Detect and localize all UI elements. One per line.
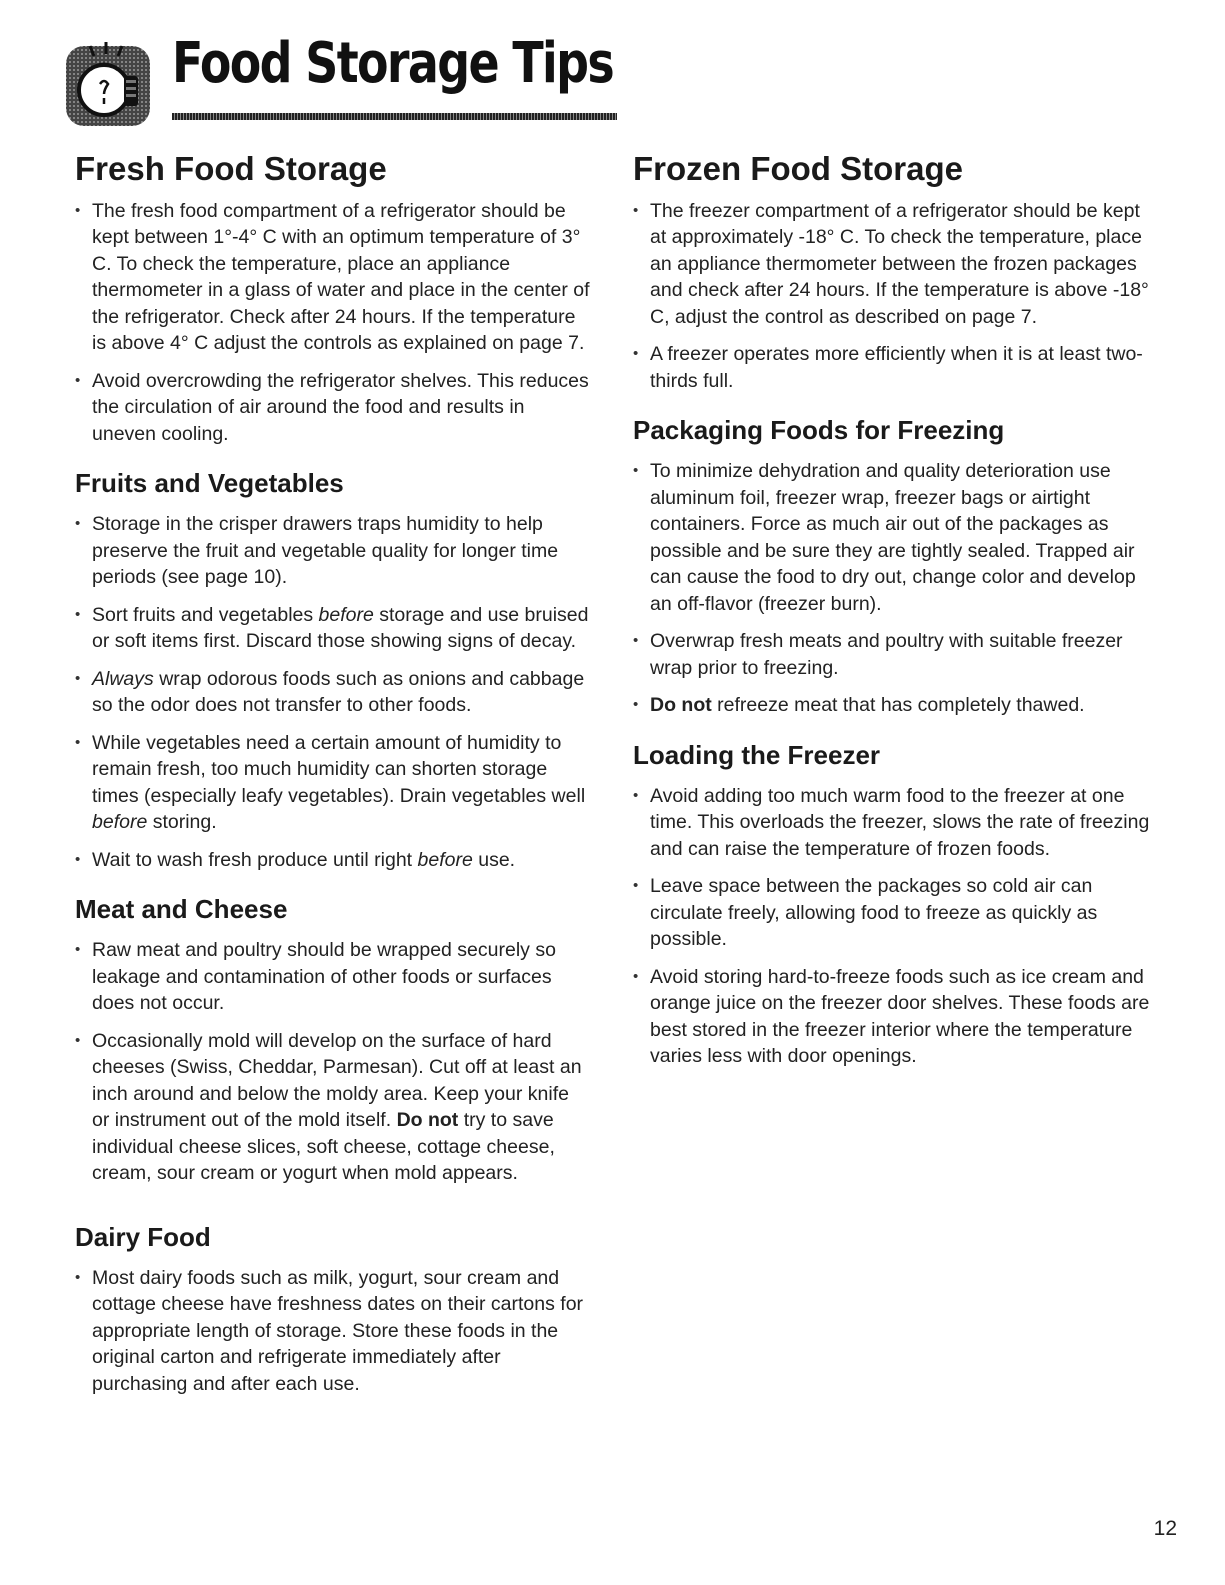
list-item: • Sort fruits and vegetables before storage and use bruised or soft items first. Discard those showing signs of decay. (75, 602, 590, 655)
list-item: • Wait to wash fresh produce until right before use. (75, 847, 590, 874)
list-item: • A freezer operates more efficiently when it is at least two-thirds full. (633, 341, 1153, 394)
meat-cheese-list (75, 937, 590, 1187)
page-number: 12 (1153, 1517, 1177, 1540)
fresh-food-heading: Fresh Food Storage (75, 150, 387, 187)
list-item: • Do not refreeze meat that has completely thawed. (633, 692, 1153, 719)
list-item: • Avoid overcrowding the refrigerator shelves. This reduces the circulation of air around the food and results in uneven cooling. (75, 368, 590, 448)
frozen-food-heading: Frozen Food Storage (633, 150, 963, 187)
frozen-food-list (633, 198, 1153, 395)
right-column (633, 150, 1153, 1092)
packaging-list (633, 458, 1153, 719)
dairy-food-list (75, 1265, 590, 1398)
list-item: • While vegetables need a certain amount of humidity to remain fresh, too much humidity can shorten storage times (especially leafy vegetables). Drain vegetables well before storing. (75, 730, 590, 836)
list-item: • Leave space between the packages so cold air can circulate freely, allowing food to freeze as quickly as possible. (633, 873, 1153, 953)
fruits-vegetables-list (75, 511, 590, 873)
list-item: • Occasionally mold will develop on the surface of hard cheeses (Swiss, Cheddar, Parmesan). Cut off at least an inch around and below the moldy area. Keep your knife or instrument out of the mold itself. Do not try to save individual cheese slices, soft cheese, cottage cheese, cream, sour cream or yogurt when mold appears. (75, 1028, 590, 1187)
title-underline (172, 113, 617, 120)
page-header (60, 30, 614, 130)
list-item: • To minimize dehydration and quality deterioration use aluminum foil, freezer wrap, freezer bags or airtight containers. Force as much air out of the packages as possible and be sure they are tightly sealed. Trapped air can cause the food to dry out, change color and develop an off-flavor (freezer burn). (633, 458, 1153, 617)
loading-freezer-list (633, 783, 1153, 1070)
lightbulb-icon (60, 40, 155, 130)
list-item: • Avoid adding too much warm food to the freezer at one time. This overloads the freezer, slows the rate of freezing and can raise the temperature of frozen foods. (633, 783, 1153, 863)
fruits-vegetables-heading: Fruits and Vegetables (75, 468, 344, 499)
list-item: • Most dairy foods such as milk, yogurt, sour cream and cottage cheese have freshness dates on their cartons for appropriate length of storage. Store these foods in the original carton and refrigerate immediately after purchasing and after each use. (75, 1265, 590, 1398)
page-title: Food Storage Tips (172, 31, 614, 96)
packaging-heading: Packaging Foods for Freezing (633, 415, 1005, 446)
list-item: • The fresh food compartment of a refrigerator should be kept between 1°-4° C with an optimum temperature of 3° C. To check the temperature, place an appliance thermometer in a glass of water and place in the center of the refrigerator. Check after 24 hours. If the temperature is above 4° C adjust the controls as explained on page 7. (75, 198, 590, 357)
dairy-food-heading: Dairy Food (75, 1221, 211, 1252)
list-item: • Raw meat and poultry should be wrapped securely so leakage and contamination of other foods or surfaces does not occur. (75, 937, 590, 1017)
list-item: • Avoid storing hard-to-freeze foods such as ice cream and orange juice on the freezer door shelves. These foods are best stored in the freezer interior where the temperature varies less with door openings. (633, 964, 1153, 1070)
loading-freezer-heading: Loading the Freezer (633, 739, 881, 770)
left-column (75, 150, 590, 1419)
list-item: • Overwrap fresh meats and poultry with suitable freezer wrap prior to freezing. (633, 628, 1153, 681)
list-item: • Storage in the crisper drawers traps humidity to help preserve the fruit and vegetable quality for longer time periods (see page 10). (75, 511, 590, 591)
list-item: • Always wrap odorous foods such as onions and cabbage so the odor does not transfer to other foods. (75, 666, 590, 719)
list-item: • The freezer compartment of a refrigerator should be kept at approximately -18° C. To check the temperature, place an appliance thermometer between the frozen packages and check after 24 hours. If the temperature is above -18° C, adjust the control as described on page 7. (633, 198, 1153, 331)
fresh-food-list (75, 198, 590, 448)
meat-cheese-heading: Meat and Cheese (75, 894, 288, 925)
